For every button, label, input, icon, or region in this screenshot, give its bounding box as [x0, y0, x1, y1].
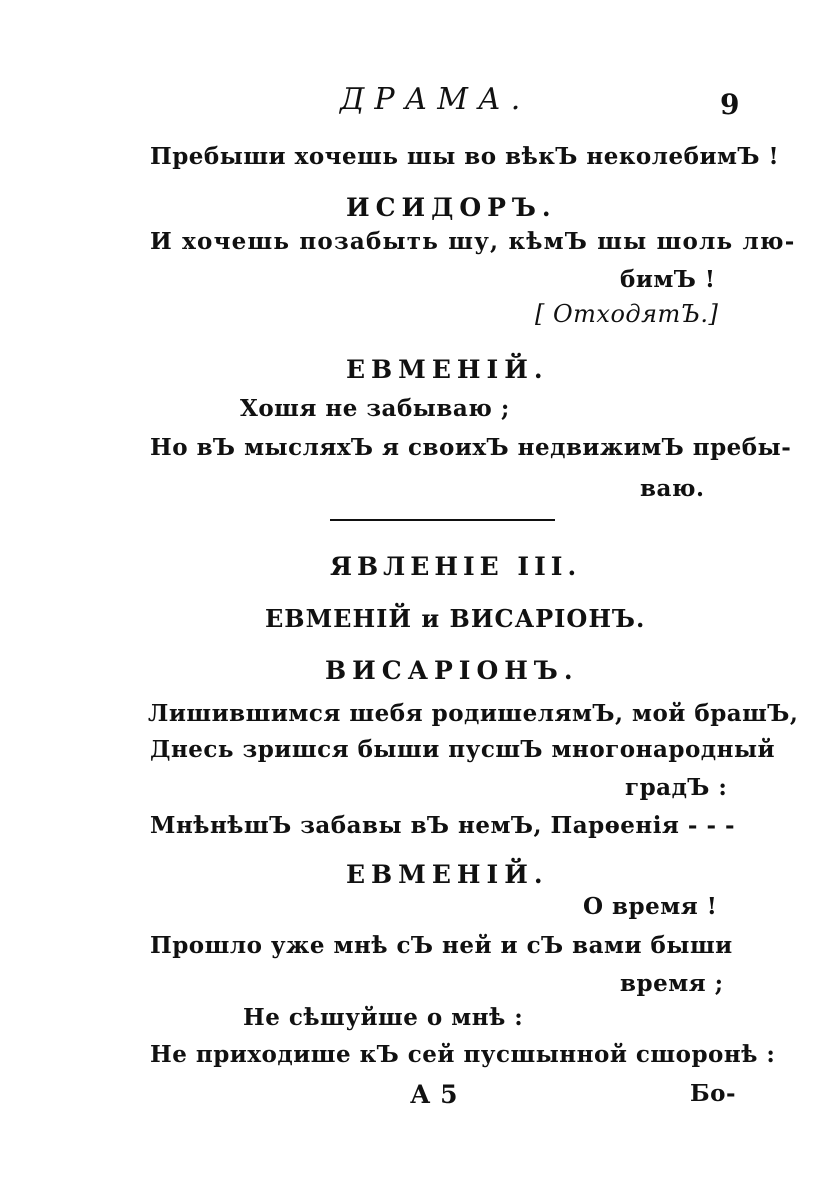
signature-mark: А 5 [410, 1080, 458, 1109]
verse-line: Не приходише кЪ сей пусшынной сшоронѣ : [150, 1041, 776, 1068]
verse-line: О время ! [583, 893, 718, 920]
verse-line: Хошя не забываю ; [240, 395, 510, 422]
speaker-name: ЕВМЕНІЙ. [346, 355, 549, 384]
section-divider [330, 519, 555, 521]
speaker-name: ЕВМЕНІЙ. [346, 860, 549, 889]
scene-characters: ЕВМЕНІЙ и ВИСАРІОНЪ. [265, 604, 646, 633]
verse-line: Днесь зришся быши пусшЪ многонародный [150, 736, 776, 763]
verse-line: Пребыши хочешь шы во вѣкЪ неколебимЪ ! [150, 143, 780, 170]
verse-line: Лишившимся шебя родишелямЪ, мой брашЪ, [148, 700, 799, 727]
verse-line: МнѣнѣшЪ забавы вЪ немЪ, Парѳенія - - - [150, 812, 736, 839]
verse-line: градЪ : [625, 774, 728, 801]
verse-line: Прошло уже мнѣ сЪ ней и сЪ вами быши [150, 932, 733, 959]
speaker-name: ИСИДОРЪ. [346, 193, 557, 222]
stage-direction: [ ОтходятЪ.] [535, 300, 719, 328]
speaker-name: ВИСАРІОНЪ. [325, 656, 579, 685]
verse-line: время ; [620, 970, 724, 997]
verse-line: бимЪ ! [620, 266, 716, 293]
verse-line: И хочешь позабыть шу, кѣмЪ шы шоль лю- [150, 228, 796, 255]
running-title: ДРАМА. [340, 82, 531, 117]
verse-line: Но вЪ мысляхЪ я своихЪ недвижимЪ пребы- [150, 434, 792, 461]
verse-line: Не сѣшуйше о мнѣ : [243, 1004, 524, 1031]
page-number: 9 [720, 88, 740, 121]
catchword: Бо- [690, 1080, 737, 1107]
verse-line: ваю. [640, 475, 705, 502]
scene-heading: ЯВЛЕНІЕ III. [330, 552, 582, 581]
